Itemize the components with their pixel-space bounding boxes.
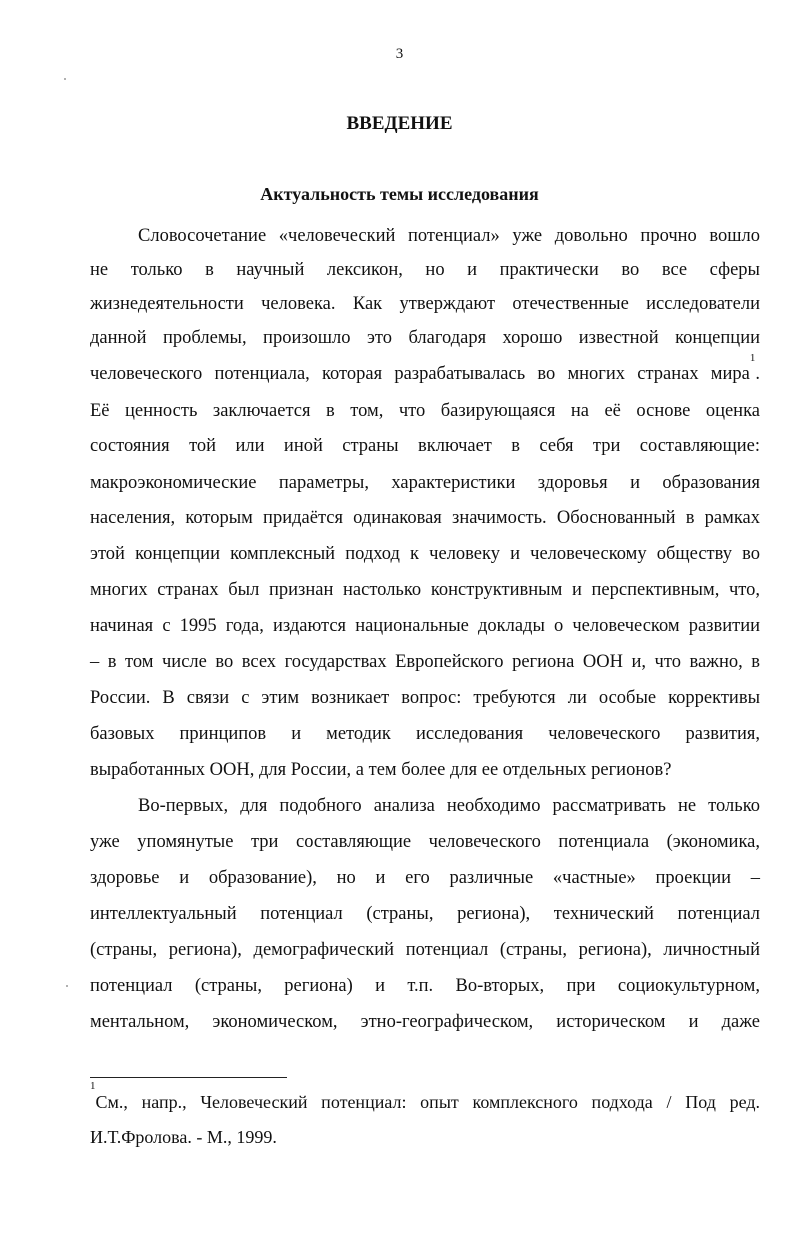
section-title: Актуальность темы исследования bbox=[260, 184, 539, 204]
text-line: Её ценность заключается в том, что базирующаяся на её основе оценка bbox=[90, 401, 760, 421]
footnote-line: И.Т.Фролова. - М., 1999. bbox=[90, 1127, 277, 1147]
footnote-reference[interactable]: 1 bbox=[749, 352, 756, 364]
text-line-with-footnote-ref bbox=[90, 352, 760, 386]
text-line: России. В связи с этим возникает вопрос: требуются ли особые коррективы bbox=[90, 688, 760, 708]
text-line-content: человеческого потенциала, которая разрабатывалась во многих странах мира bbox=[90, 364, 750, 384]
footnote-line bbox=[90, 1080, 760, 1114]
text-line: (страны, региона), демографический потенциал (страны, региона), личностный bbox=[90, 940, 760, 960]
footnote-text: См., напр., Человеческий потенциал: опыт комплексного подхода / Под ред. bbox=[95, 1092, 760, 1112]
text-line: ментальном, экономическом, этно-географическом, историческом и даже bbox=[90, 1012, 760, 1032]
text-line: выработанных ООН, для России, а тем более для ее отдельных регионов? bbox=[90, 760, 672, 780]
scan-speck bbox=[64, 78, 66, 80]
text-line: базовых принципов и методик исследования человеческого развития, bbox=[90, 724, 760, 744]
footnote-separator bbox=[90, 1077, 287, 1078]
scan-speck bbox=[66, 985, 68, 987]
text-line: Словосочетание «человеческий потенциал» уже довольно прочно вошло bbox=[138, 226, 760, 246]
text-line: состояния той или иной страны включает в себя три составляющие: bbox=[90, 436, 760, 456]
text-line: макроэкономические параметры, характеристики здоровья и образования bbox=[90, 473, 760, 493]
chapter-title: ВВЕДЕНИЕ bbox=[346, 113, 453, 134]
footnote-marker: 1 bbox=[90, 1080, 96, 1092]
text-line: начиная с 1995 года, издаются национальные доклады о человеческом развитии bbox=[90, 616, 760, 636]
text-line: многих странах был признан настолько конструктивным и перспективным, что, bbox=[90, 580, 760, 600]
text-line: – в том числе во всех государствах Европейского региона ООН и, что важно, в bbox=[90, 652, 760, 672]
text-line: потенциал (страны, региона) и т.п. Во-вторых, при социокультурном, bbox=[90, 976, 760, 996]
text-line: Во-первых, для подобного анализа необходимо рассматривать не только bbox=[138, 796, 760, 816]
text-line: жизнедеятельности человека. Как утверждают отечественные исследователи bbox=[90, 294, 760, 314]
text-line: здоровье и образование), но и его различные «частные» проекции – bbox=[90, 868, 760, 888]
text-line: населения, которым придаётся одинаковая значимость. Обоснованный в рамках bbox=[90, 508, 760, 528]
text-line: интеллектуальный потенциал (страны, региона), технический потенциал bbox=[90, 904, 760, 924]
text-line: этой концепции комплексный подход к человеку и человеческому обществу во bbox=[90, 544, 760, 564]
text-line: данной проблемы, произошло это благодаря хорошо известной концепции bbox=[90, 328, 760, 348]
text-line: уже упомянутые три составляющие человеческого потенциала (экономика, bbox=[90, 832, 760, 852]
text-line: не только в научный лексикон, но и практически во все сферы bbox=[90, 260, 760, 280]
page-number: 3 bbox=[395, 46, 404, 62]
sentence-period: . bbox=[755, 364, 760, 384]
